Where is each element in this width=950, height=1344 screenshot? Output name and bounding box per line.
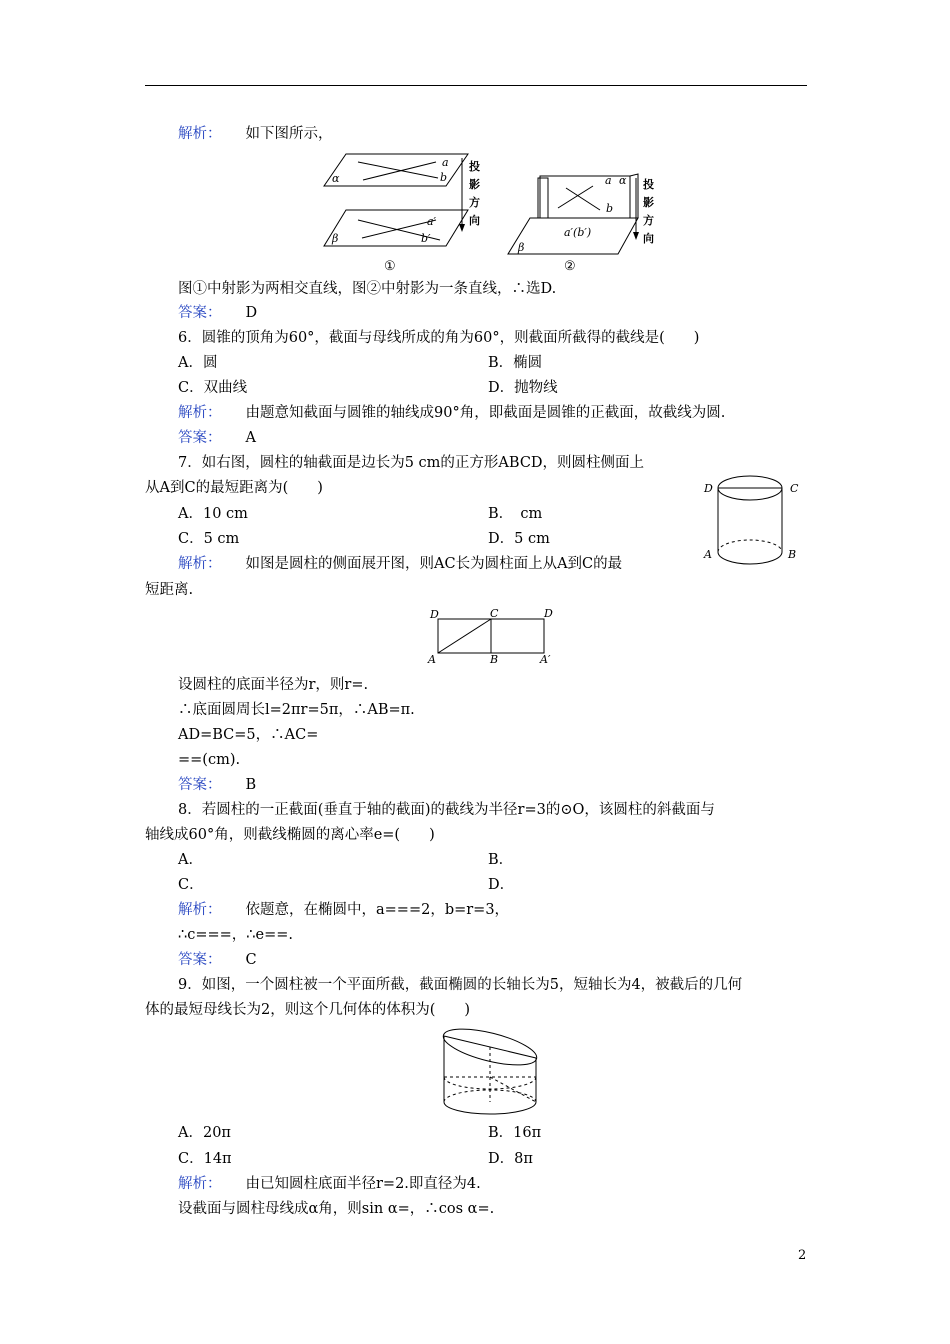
daan-label: 答案： [178, 952, 222, 968]
q9-option-c: C．14π [178, 1151, 232, 1167]
svg-text:b′: b′ [421, 232, 431, 245]
q8-stem-2: 轴线成60°角，则截线椭圆的离心率e=( ) [145, 827, 435, 843]
q8-answer-line [178, 950, 257, 970]
svg-text:C: C [490, 607, 499, 620]
s5-answer-line [178, 303, 257, 323]
q9-option-a: A．20π [178, 1125, 231, 1141]
q7-option-a: A．10 cm [178, 506, 248, 522]
svg-text:方: 方 [469, 196, 480, 209]
jiexi-label: 解析： [178, 902, 222, 918]
svg-text:b: b [440, 171, 448, 184]
svg-text:A: A [704, 548, 712, 561]
q7-jiexi-line [178, 554, 622, 574]
q9-stem-1: 9．如图，一个圆柱被一个平面所截，截面椭圆的长轴长为5，短轴长为4，被截后的几何 [178, 977, 743, 993]
s5-jiexi-text: 如下图所示， [245, 126, 333, 142]
q9-line-1: 设截面与圆柱母线成α角，则sin α=，∴cos α=. [178, 1201, 495, 1217]
svg-text:C: C [790, 482, 799, 495]
q7-stem-1: 7．如右图，圆柱的轴截面是边长为5 cm的正方形ABCD，则圆柱侧面上 [178, 455, 645, 471]
s5-jiexi-line [178, 124, 333, 144]
q8-option-a: A． [178, 852, 203, 868]
q6-jiexi-text: 由题意知截面与圆锥的轴线成90°角，即截面是圆锥的正截面，故截线为圆. [245, 405, 726, 421]
q7-jiexi-text-2: 短距离. [145, 582, 194, 598]
svg-text:A′: A′ [540, 653, 551, 666]
q8-option-d: D． [488, 877, 515, 893]
svg-text:a′: a′ [427, 215, 437, 228]
figure-1 [324, 154, 480, 274]
svg-text:α: α [619, 174, 627, 187]
svg-text:影: 影 [469, 178, 480, 191]
q9-option-b: B．16π [488, 1125, 542, 1141]
q6-option-d: D．抛物线 [488, 380, 558, 396]
q6-answer: A [245, 430, 256, 446]
q9-jiexi-text: 由已知圆柱底面半径r=2.即直径为4. [245, 1176, 481, 1192]
q9-jiexi-line [178, 1174, 481, 1194]
q8-answer: C [245, 952, 257, 968]
svg-text:①: ① [384, 259, 396, 274]
projection-figure [318, 148, 663, 280]
q6-option-a: A．圆 [178, 355, 218, 371]
q7-option-d: D．5 cm [488, 531, 550, 547]
q6-stem: 6．圆锥的顶角为60°，截面与母线所成的角为60°，则截面所截得的截线是( ) [178, 330, 700, 346]
q6-answer-line [178, 428, 256, 448]
truncated-cylinder-figure [438, 1024, 548, 1122]
svg-text:a: a [605, 174, 612, 187]
page-number: 2 [798, 1248, 807, 1263]
q8-option-c: C． [178, 877, 204, 893]
cylinder-figure [700, 466, 810, 584]
daan-label: 答案： [178, 305, 222, 321]
svg-text:方: 方 [643, 214, 654, 227]
svg-text:B: B [490, 653, 499, 666]
svg-text:D: D [704, 482, 713, 495]
q6-option-c: C．双曲线 [178, 380, 248, 396]
q7-jiexi-text-1: 如图是圆柱的侧面展开图，则AC长为圆柱面上从A到C的最 [245, 556, 623, 572]
svg-text:投: 投 [469, 160, 480, 173]
q8-jiexi-text: 依题意，在椭圆中，a===2，b=r=3， [245, 902, 510, 918]
q9-option-d: D．8π [488, 1151, 533, 1167]
svg-text:向: 向 [469, 214, 480, 227]
q7-line-4: ==(cm). [178, 752, 241, 768]
q7-answer-line [178, 775, 256, 795]
q7-option-c: C．5 cm [178, 531, 240, 547]
svg-text:向: 向 [643, 232, 654, 245]
svg-text:b: b [606, 202, 614, 215]
q7-stem-2: 从A到C的最短距离为( ) [145, 480, 323, 496]
figure-2 [508, 174, 654, 274]
q6-jiexi-line [178, 403, 725, 423]
jiexi-label: 解析： [178, 405, 222, 421]
q8-stem-1: 8．若圆柱的一正截面(垂直于轴的截面)的截线为半径r=3的⊙O，该圆柱的斜截面与 [178, 802, 715, 818]
q8-jiexi-line [178, 900, 509, 920]
svg-text:D: D [544, 607, 553, 620]
q8-option-b: B． [488, 852, 514, 868]
q7-line-3: AD=BC=5，∴AC= [178, 727, 319, 743]
svg-text:影: 影 [643, 196, 654, 209]
svg-text:②: ② [564, 259, 576, 274]
daan-label: 答案： [178, 430, 222, 446]
svg-text:D: D [430, 608, 439, 621]
q6-option-b: B．椭圆 [488, 355, 543, 371]
svg-text:a′(b′): a′(b′) [564, 226, 592, 239]
svg-text:a: a [442, 156, 449, 169]
svg-text:β: β [332, 232, 339, 245]
jiexi-label: 解析： [178, 126, 222, 142]
svg-text:β: β [518, 241, 525, 254]
q7-option-b: B． cm [488, 506, 543, 522]
svg-text:A: A [428, 653, 436, 666]
svg-text:投: 投 [643, 178, 654, 191]
s5-answer: D [245, 305, 258, 321]
s5-conclusion: 图①中射影为两相交直线，图②中射影为一条直线，∴选D. [178, 281, 557, 297]
q7-line-1: 设圆柱的底面半径为r，则r=. [178, 677, 369, 693]
q8-line-1: ∴c===，∴e==. [178, 927, 294, 943]
svg-text:α: α [332, 172, 340, 185]
jiexi-label: 解析： [178, 1176, 222, 1192]
q7-answer: B [245, 777, 257, 793]
jiexi-label: 解析： [178, 556, 222, 572]
daan-label: 答案： [178, 777, 222, 793]
svg-text:B: B [788, 548, 797, 561]
q7-line-2: ∴底面圆周长l=2πr=5π，∴AB=π. [178, 702, 415, 718]
unfolded-rectangle-figure [424, 604, 564, 672]
header-rule [145, 85, 807, 86]
q9-stem-2: 体的最短母线长为2，则这个几何体的体积为( ) [145, 1002, 471, 1018]
